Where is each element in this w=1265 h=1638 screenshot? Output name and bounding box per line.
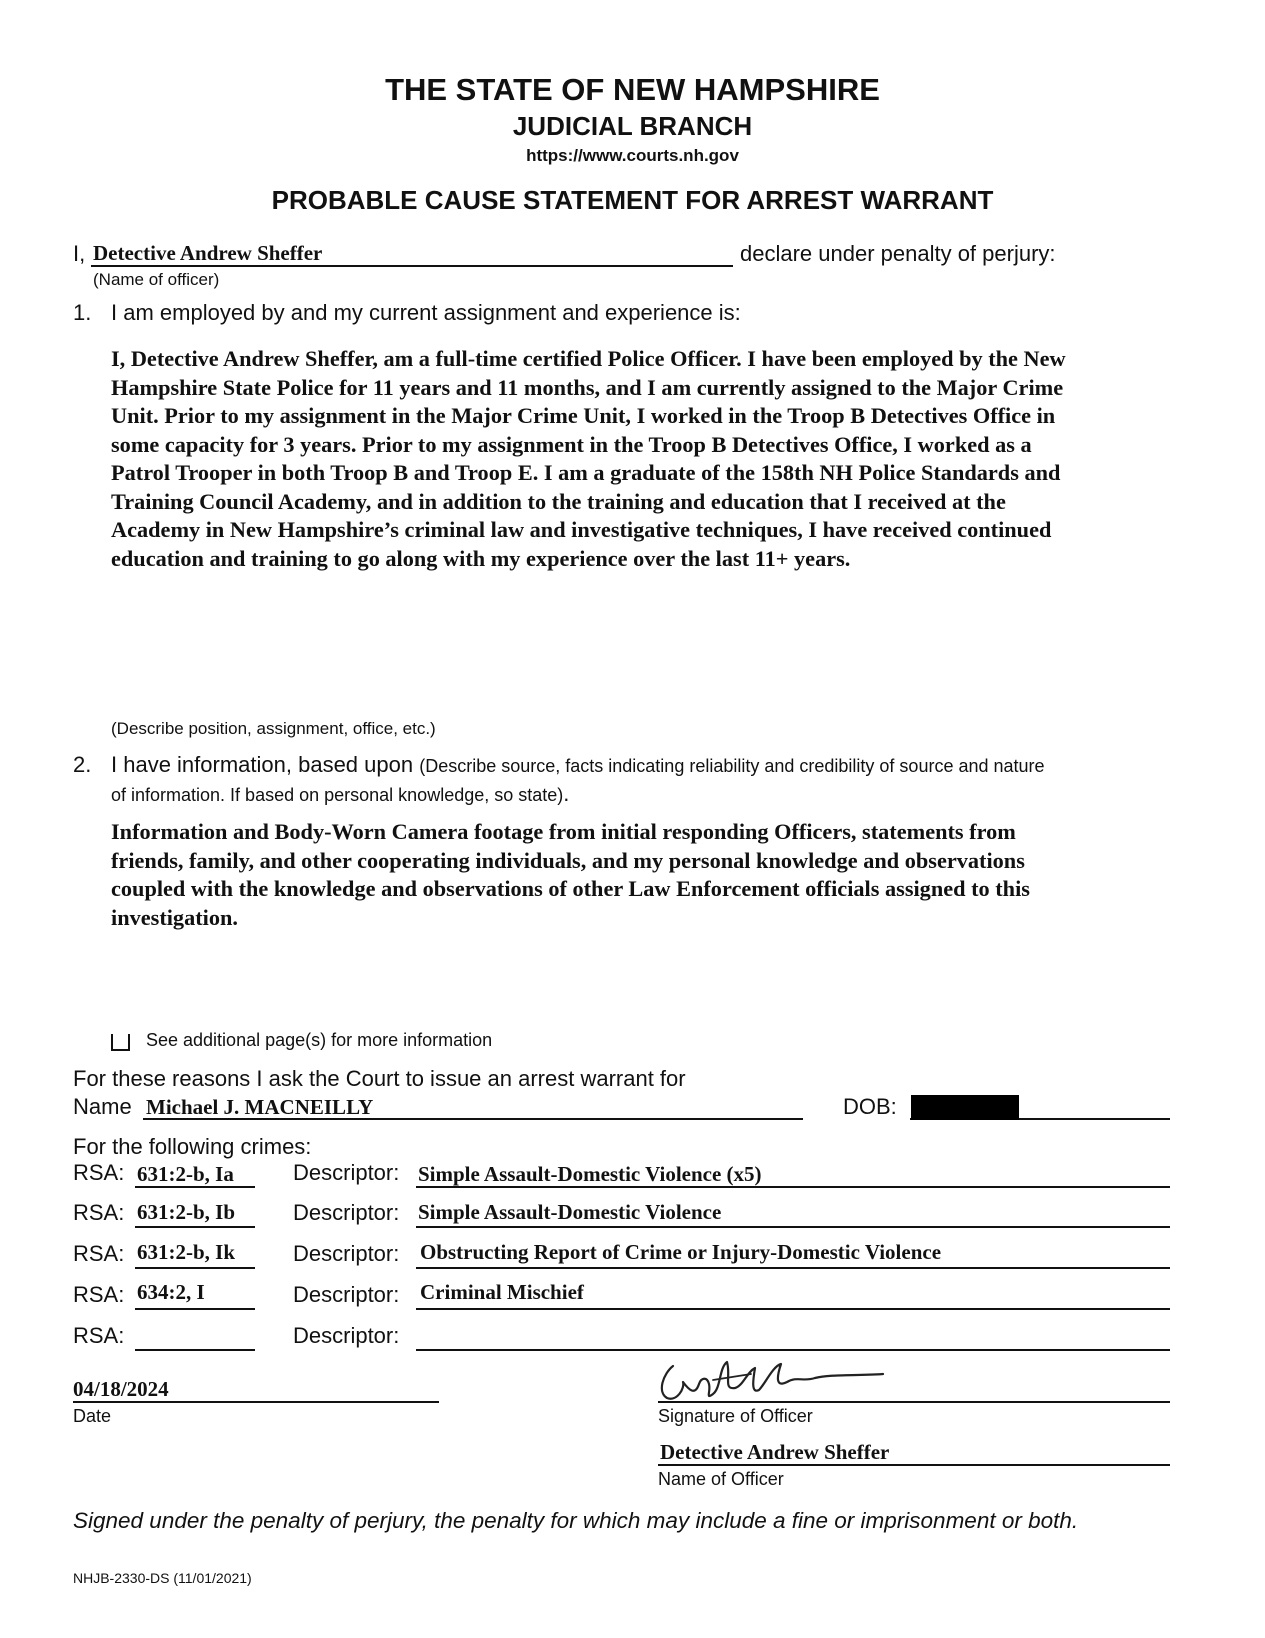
rsa-label: RSA: xyxy=(73,1160,125,1185)
additional-pages-checkbox[interactable] xyxy=(111,1034,130,1051)
rsa-line xyxy=(135,1349,255,1351)
item2-line: friends, family, and other cooperating individuals, and my personal knowledge and observations xyxy=(111,847,1025,873)
descriptor-label: Descriptor: xyxy=(293,1323,400,1348)
defendant-name: Michael J. MACNEILLY xyxy=(146,1095,374,1119)
item2-instruction-cont xyxy=(111,781,569,807)
descriptor-value: Simple Assault-Domestic Violence (x5) xyxy=(418,1162,762,1186)
form-title: PROBABLE CAUSE STATEMENT FOR ARREST WARRANT xyxy=(271,185,994,215)
item1-label: I am employed by and my current assignment and experience is: xyxy=(111,300,741,325)
state-heading: THE STATE OF NEW HAMPSHIRE xyxy=(385,72,880,107)
rsa-line xyxy=(135,1226,255,1228)
item1-line: Academy in New Hampshire’s criminal law and investigative techniques, I have received continued xyxy=(111,517,1052,542)
item2-instruction-line2: of information. If based on personal knowledge, so state) xyxy=(111,785,564,805)
descriptor-label: Descriptor: xyxy=(293,1241,400,1266)
branch-heading: JUDICIAL BRANCH xyxy=(512,111,753,141)
rsa-value: 631:2-b, Ib xyxy=(137,1200,236,1224)
descriptor-value: Obstructing Report of Crime or Injury-Domestic Violence xyxy=(420,1240,942,1264)
item2-number: 2. xyxy=(73,752,92,777)
item2-instruction-period: . xyxy=(563,781,570,806)
rsa-value: 634:2, I xyxy=(137,1280,205,1304)
crimes-label: For the following crimes: xyxy=(73,1134,312,1159)
dob-label: DOB: xyxy=(843,1094,897,1119)
defendant-name-label: Name xyxy=(73,1094,132,1119)
descriptor-line xyxy=(416,1267,1170,1269)
court-url: https://www.courts.nh.gov xyxy=(526,146,739,165)
item1-line: I, Detective Andrew Sheffer, am a full-time certified Police Officer. I have been employed by the New xyxy=(111,346,1066,371)
rsa-label: RSA: xyxy=(73,1200,125,1225)
item1-statement xyxy=(111,345,1066,573)
descriptor-label: Descriptor: xyxy=(293,1282,400,1307)
signature-line xyxy=(658,1401,1170,1403)
item2-line: investigation. xyxy=(111,904,238,930)
descriptor-line xyxy=(416,1226,1170,1228)
declaration-prefix: I, xyxy=(73,241,86,266)
item1-line: education and training to go along with my experience over the last 11+ years. xyxy=(111,545,851,571)
item1-caption: (Describe position, assignment, office, etc.) xyxy=(111,719,436,738)
descriptor-label: Descriptor: xyxy=(293,1200,400,1225)
rsa-line xyxy=(135,1267,255,1269)
rsa-value: 631:2-b, Ik xyxy=(137,1240,236,1264)
rsa-label: RSA: xyxy=(73,1323,125,1348)
item2-statement xyxy=(111,818,1030,932)
date-label: Date xyxy=(73,1406,112,1426)
item2-line: Information and Body-Worn Camera footage from initial responding Officers, statements from xyxy=(111,819,1016,844)
declaration-suffix: declare under penalty of perjury: xyxy=(740,241,1056,266)
officer-name-sign-line xyxy=(658,1464,1170,1466)
descriptor-line xyxy=(416,1349,1170,1351)
item1-line: Patrol Trooper in both Troop B and Troop E. I am a graduate of the 158th NH Police Standards and xyxy=(111,460,1061,485)
signing-officer-name: Detective Andrew Sheffer xyxy=(660,1440,890,1464)
descriptor-value: Criminal Mischief xyxy=(420,1280,584,1304)
declaring-officer-name: Detective Andrew Sheffer xyxy=(93,241,323,265)
item1-line: Hampshire State Police for 11 years and 11 months, and I am currently assigned to the Major Crime xyxy=(111,374,1064,400)
descriptor-label: Descriptor: xyxy=(293,1160,400,1185)
additional-pages-label: See additional page(s) for more information xyxy=(146,1030,493,1050)
signature-label: Signature of Officer xyxy=(658,1406,813,1426)
rsa-line xyxy=(135,1308,255,1310)
item2-label xyxy=(111,752,1045,778)
item2-line: coupled with the knowledge and observations of other Law Enforcement officials assigned to this xyxy=(111,876,1030,901)
item2-instruction: (Describe source, facts indicating reliability and credibility of source and nature xyxy=(419,756,1045,776)
descriptor-value: Simple Assault-Domestic Violence xyxy=(418,1200,722,1224)
signing-date: 04/18/2024 xyxy=(73,1377,169,1401)
officer-name-caption: (Name of officer) xyxy=(93,270,220,289)
rsa-value: 631:2-b, Ia xyxy=(137,1162,234,1186)
warrant-request: For these reasons I ask the Court to issue an arrest warrant for xyxy=(73,1066,686,1091)
form-id: NHJB-2330-DS (11/01/2021) xyxy=(73,1570,252,1586)
item1-line: some capacity for 3 years. Prior to my assignment in the Troop B Detectives Office, I worked as a xyxy=(111,431,1032,457)
date-line xyxy=(73,1401,439,1403)
item2-label-text: I have information, based upon xyxy=(111,752,414,777)
dob-redaction xyxy=(911,1095,1019,1120)
item1-number: 1. xyxy=(73,300,92,325)
officer-name-label: Name of Officer xyxy=(658,1469,784,1489)
item1-line: Unit. Prior to my assignment in the Major Crime Unit, I worked in the Troop B Detectives Office in xyxy=(111,403,1056,428)
perjury-notice: Signed under the penalty of perjury, the penalty for which may include a fine or imprisonment or both. xyxy=(73,1508,1079,1533)
rsa-label: RSA: xyxy=(73,1282,125,1307)
officer-signature xyxy=(655,1354,905,1404)
item1-line: Training Council Academy, and in addition to the training and education that I received at the xyxy=(111,488,1006,514)
rsa-label: RSA: xyxy=(73,1241,125,1266)
descriptor-line xyxy=(416,1308,1170,1310)
